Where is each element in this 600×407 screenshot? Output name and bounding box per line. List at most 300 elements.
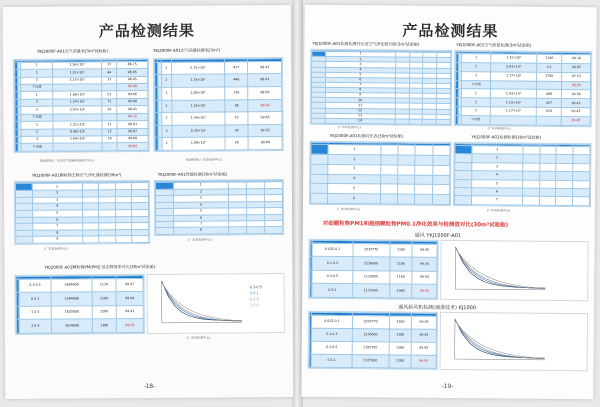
table-cell: 99.95 bbox=[412, 316, 437, 329]
table-3 bbox=[14, 180, 150, 245]
table-cell: 1.56×10⁵ bbox=[53, 61, 102, 69]
table-cell bbox=[455, 179, 472, 188]
table-cell: 1.17×10⁵ bbox=[491, 107, 536, 116]
table-cell: 1 bbox=[21, 121, 53, 129]
table-cell: 0.5-1 bbox=[311, 354, 351, 367]
table-cell: 5 bbox=[328, 184, 381, 194]
table-cell: 99.93 bbox=[412, 258, 437, 272]
table-cell: 4 bbox=[32, 203, 82, 210]
table-cell bbox=[82, 236, 99, 243]
table-cell: 99.32 bbox=[117, 113, 148, 121]
table-cell bbox=[409, 119, 423, 124]
section-heading: 对细颗粒物PM1和超细颗粒物PM0.1净化效果与检测值对比(30m³试验舱) bbox=[322, 220, 509, 229]
table-cell: 2 bbox=[161, 112, 171, 125]
table-cell: 53 bbox=[102, 91, 117, 99]
table-cell: 1.17×10⁵ bbox=[491, 72, 536, 81]
table-cell bbox=[432, 155, 449, 165]
table-cell: 1130000 bbox=[352, 271, 389, 285]
table-cell bbox=[380, 194, 397, 204]
table-cell: 99.45 bbox=[562, 108, 591, 117]
table-cell bbox=[522, 197, 539, 206]
table-cell: 3 bbox=[21, 77, 53, 85]
table-cell bbox=[455, 145, 472, 154]
table-cell bbox=[556, 146, 573, 155]
table-cell: 3 bbox=[162, 125, 172, 138]
table-cell: 5 bbox=[471, 179, 522, 188]
table-cell: 2 bbox=[472, 154, 523, 163]
table-cell bbox=[398, 145, 415, 155]
table-cell: 99.95 bbox=[411, 355, 436, 368]
series-line bbox=[455, 320, 545, 359]
legend-label: 1-2.5 bbox=[249, 297, 259, 302]
table-cell: 1 bbox=[472, 146, 523, 155]
caption-table-1: YKJ2000F-A01空气质量表(3m³试验舱) bbox=[36, 48, 109, 54]
table-cell: 1.32×10⁵ bbox=[491, 54, 536, 63]
table-cell: 99.54 bbox=[248, 99, 282, 112]
table-cell bbox=[415, 145, 432, 155]
table-cell: 99.97 bbox=[116, 279, 143, 293]
table-cell: 12 bbox=[102, 128, 117, 136]
table-cell: 468 bbox=[536, 90, 562, 99]
page-title: 产品检测结果 bbox=[98, 21, 195, 41]
table-cell: 0.83×10⁵ bbox=[491, 63, 536, 72]
table-row bbox=[155, 74, 282, 87]
table-cell: 96.88 bbox=[117, 83, 148, 91]
series-line bbox=[455, 248, 545, 289]
table-cell: 99.93 bbox=[116, 319, 143, 333]
table-cell: 98.45 bbox=[117, 76, 148, 84]
table-cell: 99.95 bbox=[412, 244, 437, 258]
table-cell: 1 bbox=[328, 145, 381, 155]
table-cell bbox=[398, 155, 415, 165]
table-row bbox=[16, 306, 143, 320]
table-cell: 1160 bbox=[92, 292, 116, 306]
table-cell bbox=[536, 81, 562, 90]
table-cell bbox=[381, 155, 398, 165]
table-cell: 1180 bbox=[389, 329, 411, 342]
table-cell bbox=[415, 155, 432, 165]
table-cell: 12 bbox=[325, 108, 395, 114]
table-cell: 3 bbox=[328, 164, 381, 174]
table-cell: 4 bbox=[471, 171, 522, 180]
table-row bbox=[310, 193, 449, 204]
table-cell: 98.89 bbox=[248, 87, 282, 100]
table-cell: 1 bbox=[21, 62, 53, 70]
source-note: (广东省检测中心) bbox=[186, 335, 211, 340]
table-cell bbox=[573, 155, 590, 164]
table-cell bbox=[539, 171, 556, 180]
caption-table-3: YKJ1000F-A01检测对比表(30m³试验舱) bbox=[329, 132, 404, 139]
table-cell: 417 bbox=[536, 99, 562, 108]
table-cell bbox=[556, 197, 573, 206]
table-cell: 1380 bbox=[92, 319, 116, 333]
table-2 bbox=[454, 50, 593, 127]
table-cell: 1180 bbox=[389, 316, 411, 329]
table-cell: 2 bbox=[328, 154, 381, 164]
table-cell: 99.42 bbox=[562, 99, 591, 108]
table-cell: 88.75 bbox=[117, 61, 148, 69]
table-cell: 平均值 bbox=[461, 116, 491, 125]
table-cell bbox=[398, 194, 415, 204]
caption-table-5: YKJ2000F-A01颗粒物PM(PM2.5)去除效率对比(30m³试验舱) bbox=[44, 263, 156, 270]
table-cell: 1 bbox=[162, 138, 172, 151]
table-cell: 2 bbox=[32, 190, 82, 197]
subsection-title: 通风 YKJ1000F-A01 bbox=[414, 232, 462, 240]
table-cell: 平均值 bbox=[21, 144, 53, 152]
table-cell: 99.48 bbox=[562, 117, 591, 126]
table-cell: 3 bbox=[461, 107, 491, 116]
table-cell: 1.24×10⁵ bbox=[53, 99, 102, 107]
table-cell: 44 bbox=[101, 69, 116, 77]
table-cell: 38 bbox=[225, 99, 249, 112]
table-cell bbox=[556, 163, 573, 172]
table-3 bbox=[309, 141, 452, 206]
table-cell: 98.85 bbox=[562, 81, 591, 90]
table-cell: 0.5-1 bbox=[312, 284, 352, 298]
table-cell: 11 bbox=[325, 103, 395, 109]
table-cell: 4.1 bbox=[536, 63, 562, 72]
table-cell: 2.03×10⁵ bbox=[53, 106, 102, 114]
table-cell: 99.88 bbox=[117, 98, 148, 106]
table-cell: 1.16×10⁵ bbox=[171, 100, 224, 113]
table-cell: 236 bbox=[225, 87, 249, 100]
table-cell: 平均值 bbox=[461, 80, 491, 89]
table-cell: 1140 bbox=[536, 54, 562, 63]
table-cell: 1904000 bbox=[51, 292, 92, 306]
table-cell: 477 bbox=[224, 62, 248, 75]
left-page bbox=[3, 5, 294, 399]
table-cell bbox=[454, 196, 471, 205]
table-cell: 99.83 bbox=[117, 121, 148, 129]
table-cell: 6 bbox=[174, 215, 229, 222]
table-cell bbox=[556, 172, 573, 181]
table-cell: 2 bbox=[326, 57, 396, 63]
table-cell: 6 bbox=[471, 188, 522, 197]
table-cell: 99.87 bbox=[117, 128, 148, 136]
table-cell bbox=[455, 171, 472, 180]
source-note: (广东省检测中心) bbox=[188, 237, 212, 242]
legend-label: 2.5-5 bbox=[249, 303, 259, 308]
table-cell: 7 bbox=[471, 196, 522, 205]
table-cell bbox=[132, 236, 149, 243]
table-cell: 99.65 bbox=[248, 112, 282, 125]
table-cell: 1 bbox=[326, 52, 396, 58]
table-cell bbox=[573, 172, 590, 181]
table-cell bbox=[573, 163, 590, 172]
table-cell: 1 bbox=[461, 54, 491, 63]
table-cell: 1 bbox=[21, 92, 53, 100]
table-cell: 2.15×10⁵ bbox=[53, 76, 102, 84]
table-row bbox=[310, 284, 437, 299]
table-cell bbox=[539, 188, 556, 197]
table-cell: 1.34×10⁵ bbox=[172, 112, 225, 125]
table-row bbox=[155, 137, 282, 151]
table-cell bbox=[398, 165, 415, 175]
table-cell: 平均值 bbox=[21, 114, 53, 122]
table-cell: 1 bbox=[32, 183, 82, 190]
table-cell bbox=[573, 197, 590, 206]
table-cell bbox=[556, 180, 573, 189]
table-cell: 6 bbox=[325, 77, 395, 83]
table-row bbox=[310, 243, 437, 258]
decay-curve-svg bbox=[148, 274, 284, 333]
table-cell: 99.94 bbox=[412, 271, 437, 285]
table-cell bbox=[381, 145, 398, 155]
table-cell: 14 bbox=[325, 118, 395, 124]
legend-label: 0.5-1 bbox=[249, 291, 259, 296]
caption-table-2: YKJ1000F-A01空气质量检测(3m³试验舱) bbox=[456, 42, 532, 48]
table-cell: 3604000 bbox=[51, 279, 92, 293]
caption-table-3: YKJ2000F-A01颗粒物去除空气净化器检测(30m³) bbox=[31, 172, 122, 178]
table-cell: 4 bbox=[174, 202, 229, 209]
table-1 bbox=[310, 49, 453, 126]
table-cell: 1131000 bbox=[352, 284, 389, 298]
table-cell bbox=[415, 185, 432, 195]
table-cell: 2034000 bbox=[52, 319, 93, 333]
table-cell: 33 bbox=[102, 76, 117, 84]
table-cell: 6 bbox=[328, 194, 381, 204]
decay-curve-svg bbox=[441, 313, 587, 370]
table-cell bbox=[415, 165, 432, 175]
table-cell bbox=[53, 143, 102, 151]
table-cell bbox=[539, 146, 556, 155]
table-cell bbox=[395, 119, 409, 124]
table-row bbox=[309, 328, 436, 342]
table-cell bbox=[433, 146, 450, 156]
table-row bbox=[310, 270, 437, 285]
table-cell: 3 bbox=[325, 62, 395, 68]
table-cell bbox=[539, 197, 556, 206]
table-row bbox=[16, 319, 143, 333]
table-cell bbox=[539, 155, 556, 164]
decay-curve-chart bbox=[440, 312, 589, 371]
table-cell: 99.43 bbox=[248, 61, 282, 74]
table-cell: 99.85 bbox=[117, 143, 148, 151]
table-cell: 3 bbox=[472, 162, 523, 171]
table-cell: 6 bbox=[32, 216, 82, 223]
table-cell: 1182700 bbox=[352, 342, 389, 355]
table-cell bbox=[380, 184, 397, 194]
table-cell: 99.87 bbox=[562, 63, 591, 72]
table-cell: 99.66 bbox=[117, 91, 148, 99]
table-cell bbox=[265, 227, 283, 234]
table-cell bbox=[415, 194, 432, 204]
table-cell: 2 bbox=[173, 189, 228, 196]
table-cell: 1.28×10⁵ bbox=[171, 74, 224, 87]
table-cell: 5 bbox=[325, 72, 395, 78]
table-5 bbox=[15, 274, 145, 335]
table-cell bbox=[311, 184, 328, 194]
table-row bbox=[16, 292, 143, 306]
table-cell: 99.56 bbox=[562, 90, 591, 99]
table-cell: 99.93 bbox=[116, 306, 143, 320]
table-cell: 7 bbox=[325, 82, 395, 88]
table-cell: 3 bbox=[161, 87, 171, 100]
table-cell: 0.025-0.1 bbox=[312, 315, 352, 328]
table-cell bbox=[156, 228, 174, 235]
table-cell bbox=[102, 143, 117, 151]
table-cell: 1236000 bbox=[352, 257, 389, 271]
table-cell bbox=[455, 188, 472, 197]
table-row bbox=[156, 227, 283, 234]
table-cell: 9 bbox=[32, 236, 82, 243]
table-cell: 1.02×10⁵ bbox=[53, 69, 102, 77]
table-cell bbox=[556, 188, 573, 197]
table-cell: 1236000 bbox=[352, 329, 389, 342]
table-cell: 1.93×10⁵ bbox=[491, 89, 536, 98]
table-cell bbox=[380, 174, 397, 184]
table-cell bbox=[573, 180, 590, 189]
table-cell: 2.15×10⁵ bbox=[171, 62, 224, 75]
table-cell: 8 bbox=[174, 227, 229, 234]
table-cell: 3 bbox=[32, 197, 82, 204]
table-cell bbox=[311, 164, 328, 174]
table-cell: 5 bbox=[174, 208, 229, 215]
source-note: (广东省检测中心) bbox=[486, 208, 511, 213]
table-cell: 37 bbox=[101, 61, 116, 69]
table-cell bbox=[398, 184, 415, 194]
table-row bbox=[16, 236, 149, 244]
table-cell bbox=[116, 236, 133, 243]
table-cell: 99.93 bbox=[411, 329, 436, 342]
table-cell: 1180 bbox=[390, 244, 412, 258]
table-row bbox=[454, 196, 589, 206]
table-cell: 13 bbox=[325, 113, 395, 119]
table-cell: 3 bbox=[21, 106, 53, 114]
table-cell: 3 bbox=[461, 71, 491, 80]
table-cell: 52 bbox=[225, 112, 249, 125]
table-cell bbox=[432, 175, 449, 185]
table-cell bbox=[311, 144, 328, 154]
table-cell: 2 bbox=[21, 69, 53, 77]
caption-table-1: YKJ1000F-A01检测检测对比表空气净化器去除(3m³试验舱) bbox=[312, 40, 420, 47]
source-note: (检测机构:广东省检测中心) bbox=[185, 157, 223, 162]
table-cell bbox=[16, 237, 33, 244]
table-cell: 2 bbox=[21, 129, 53, 137]
table-cell: 3 bbox=[21, 136, 53, 144]
source-note: (广东省检测中心) bbox=[337, 125, 362, 130]
table-cell: 418 bbox=[536, 107, 562, 116]
source-note: (广东省检测中心) bbox=[336, 207, 361, 212]
table-cell bbox=[523, 163, 540, 172]
table-cell: 1060 bbox=[389, 284, 411, 298]
table-4 bbox=[453, 142, 592, 207]
table-row bbox=[16, 279, 143, 293]
page-number: -19- bbox=[441, 382, 454, 391]
table-cell bbox=[523, 146, 540, 155]
table-cell bbox=[573, 146, 590, 155]
table-cell: 11 bbox=[102, 121, 117, 129]
table-cell: 99.95 bbox=[411, 342, 436, 355]
table-cell bbox=[491, 80, 536, 89]
table-row bbox=[155, 61, 282, 74]
table-row bbox=[15, 143, 148, 151]
table-cell: 0.1-0.3 bbox=[312, 257, 352, 271]
table-cell: 1.19×10⁵ bbox=[491, 98, 536, 107]
table-cell bbox=[556, 155, 573, 164]
table-cell: 0.78×10⁵ bbox=[172, 125, 225, 138]
table-cell: 0.025-0.1 bbox=[312, 243, 352, 257]
table-cell: 28 bbox=[225, 137, 249, 150]
subsection-title: 通风新风机检测(通道技术) KJ1000 bbox=[398, 304, 477, 312]
caption-table-4: YKJ2000F-A01性能检测(30m³试验舱) bbox=[157, 171, 228, 177]
table-cell bbox=[310, 193, 327, 203]
table-cell bbox=[423, 119, 437, 124]
table-cell: 97.53 bbox=[562, 72, 591, 81]
caption-table-2: YKJ2000F-A01空气质量检测表(3m³) bbox=[152, 47, 221, 53]
table-cell: 2.5-5 bbox=[19, 320, 52, 334]
table-cell: 1.08×10⁵ bbox=[172, 137, 225, 150]
table-4 bbox=[154, 179, 284, 236]
table-row bbox=[155, 99, 282, 112]
table-cell: 1200 bbox=[92, 306, 116, 320]
table-cell: 1.64×10⁵ bbox=[53, 136, 102, 144]
table-cell bbox=[522, 180, 539, 189]
table-cell bbox=[539, 180, 556, 189]
table-cell: 10 bbox=[102, 136, 117, 144]
table-cell: 3 bbox=[174, 195, 229, 202]
table-cell bbox=[102, 113, 117, 121]
table-cell: 440 bbox=[225, 74, 249, 87]
table-cell: 5 bbox=[32, 210, 82, 217]
table-cell: 1820000 bbox=[52, 306, 93, 320]
table-cell: 0.3-0.5 bbox=[312, 341, 352, 354]
legend-label: 0.3-0.5 bbox=[249, 285, 263, 290]
table-cell: 29 bbox=[102, 106, 117, 114]
table-cell bbox=[228, 227, 246, 234]
table-row bbox=[309, 315, 436, 329]
table-cell: 2030770 bbox=[353, 244, 390, 258]
table-cell: 99.80 bbox=[117, 136, 148, 144]
right-page bbox=[301, 5, 596, 400]
table-cell: 2.09×10⁵ bbox=[171, 87, 224, 100]
table-cell bbox=[102, 84, 117, 92]
source-note: (检测机构:广东省空气质量检测研究中心) bbox=[39, 158, 95, 163]
table-cell bbox=[522, 171, 539, 180]
table-cell: 1 bbox=[161, 100, 171, 113]
table-cell: 2030770 bbox=[352, 316, 389, 329]
table-cell: 0.3-0.5 bbox=[312, 270, 352, 284]
table-cell: 99.93 bbox=[412, 285, 437, 299]
table-row bbox=[310, 257, 437, 272]
decay-curve-chart bbox=[147, 273, 285, 334]
table-cell bbox=[573, 189, 590, 198]
table-cell: 8 bbox=[325, 87, 395, 93]
table-cell bbox=[436, 119, 450, 124]
table-row bbox=[309, 354, 436, 368]
table-cell: 4 bbox=[325, 67, 395, 73]
table-5a bbox=[308, 239, 439, 300]
table-row bbox=[309, 341, 436, 355]
table-row bbox=[455, 116, 590, 126]
table-cell: 24 bbox=[225, 125, 249, 138]
table-cell: 71 bbox=[102, 99, 117, 107]
table-cell: 99.41 bbox=[117, 106, 148, 114]
table-cell: 2 bbox=[21, 99, 53, 107]
table-cell: 1 bbox=[461, 89, 491, 98]
table-cell: 7 bbox=[32, 223, 82, 230]
table-cell: 1 bbox=[173, 182, 228, 189]
table-cell: 1700 bbox=[536, 72, 562, 81]
table-cell: 1127900 bbox=[352, 355, 389, 368]
table-cell: 0.1-0.3 bbox=[312, 328, 352, 341]
table-cell bbox=[311, 118, 325, 123]
table-cell: 0.3-0.5 bbox=[19, 279, 52, 293]
table-cell: 9 bbox=[325, 93, 395, 99]
table-cell: 平均值 bbox=[21, 84, 53, 92]
table-cell: 0.5-1 bbox=[19, 293, 52, 307]
caption-table-4: YKJ1000F-A01检测检测(30m³试验舱) bbox=[471, 134, 542, 140]
